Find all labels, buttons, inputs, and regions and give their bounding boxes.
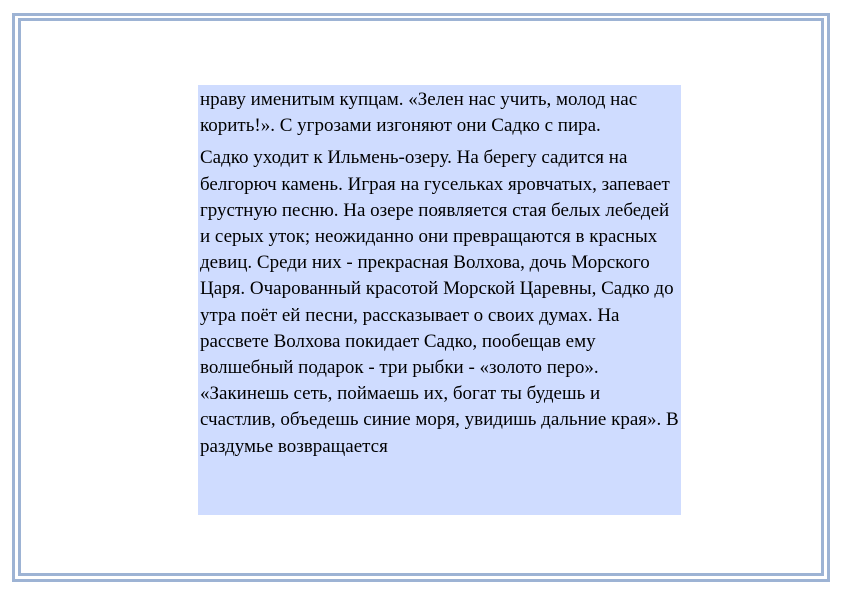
paragraph-2: Садко уходит к Ильмень-озеру. На берегу садится на белгорюч камень. Играя на гусельках яровчатых, запевает грустную песню. На озере появляется стая белых лебедей и серых уток; неожиданно они превращаются в красных девиц. Среди них - прекрасная Волхова, дочь Морского Царя. Очарованный красотой Морской Царевны, Садко до утра поёт ей песни, рассказывает о своих думах. На рассвете Волхова покидает Садко, пообещав ему волшебный подарок - три рыбки - «золото перо». «Закинешь сеть, поймаешь их, богат ты будешь и счастлив, объедешь синие моря, увидишь дальние края». В раздумье возвращается	[200, 147, 679, 457]
text-block	[198, 85, 681, 515]
paragraph-1: нраву именитым купцам. «Зелен нас учить, молод нас корить!». С угрозами изгоняют они Садко с пира.	[200, 89, 638, 137]
